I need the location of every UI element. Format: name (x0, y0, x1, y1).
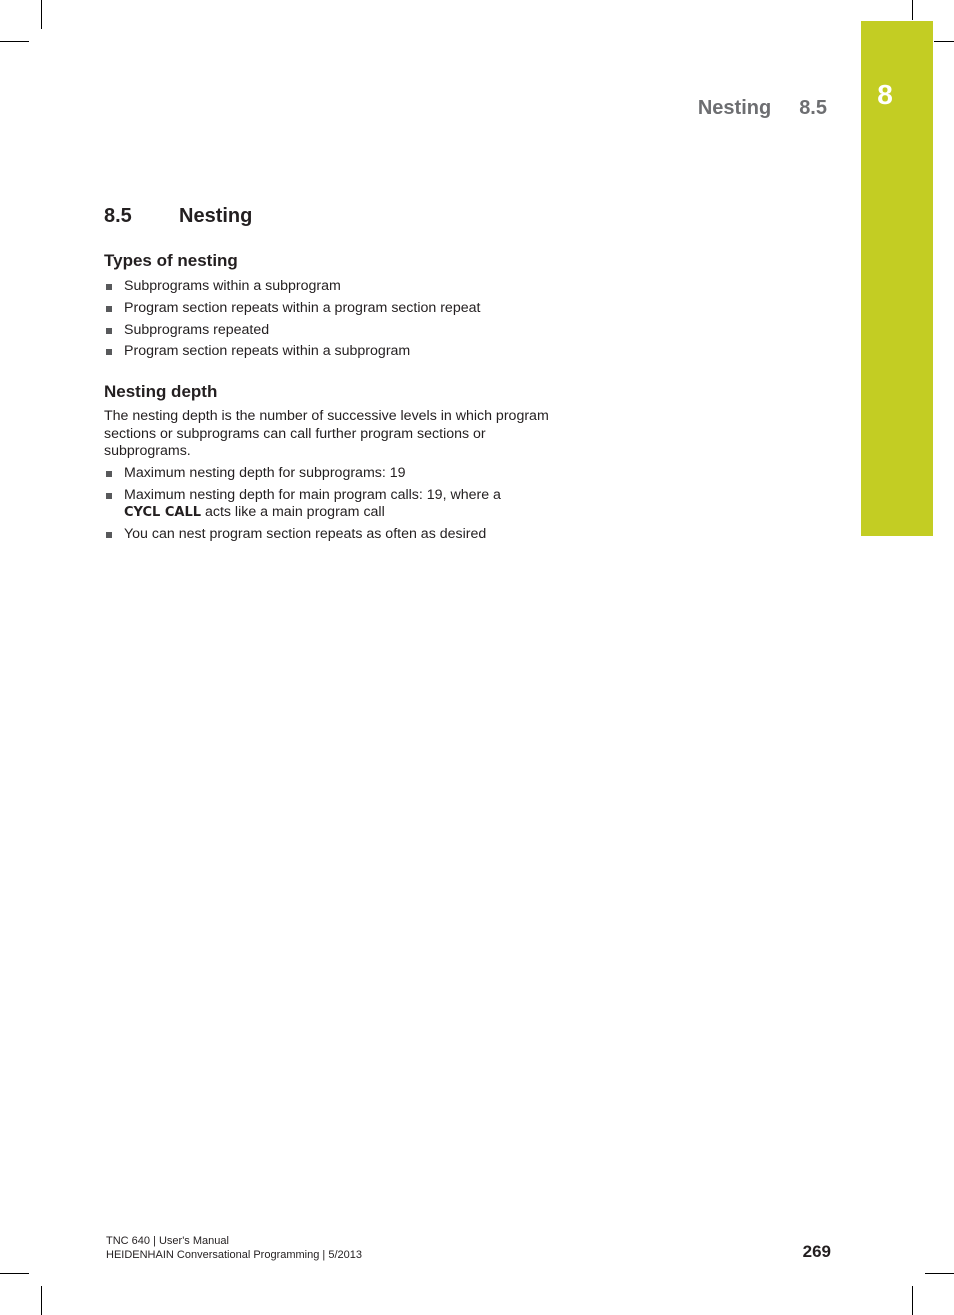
list-item: Program section repeats within a program section repeat (104, 300, 554, 318)
list-item: Maximum nesting depth for subprograms: 19 (104, 465, 554, 483)
section-number: 8.5 (104, 205, 132, 227)
crop-mark (0, 1273, 29, 1274)
running-head-number: 8.5 (799, 97, 827, 119)
list-item: Subprograms within a subprogram (104, 278, 554, 296)
nesting-depth-paragraph: The nesting depth is the number of successive levels in which program sections or subprograms can call further program sections or subprograms. (104, 408, 549, 459)
list-item: You can nest program section repeats as often as desired (104, 526, 554, 544)
bullet-icon (106, 349, 112, 355)
bullet-icon (106, 328, 112, 334)
section-heading (104, 205, 253, 228)
nesting-depth-list (104, 465, 554, 548)
bullet-icon (106, 284, 112, 290)
footer-line-1: TNC 640 | User's Manual (106, 1235, 229, 1247)
types-of-nesting-heading: Types of nesting (104, 251, 238, 270)
section-title: Nesting (179, 205, 253, 227)
bullet-icon (106, 306, 112, 312)
crop-mark (912, 0, 913, 20)
list-item: Subprograms repeated (104, 322, 554, 340)
crop-mark (41, 0, 42, 29)
running-head (698, 97, 827, 120)
footer (106, 1235, 362, 1262)
list-item: Maximum nesting depth for main program calls: 19, where a CYCL CALL acts like a main program call (104, 487, 554, 522)
page-number: 269 (802, 1242, 831, 1261)
bullet-icon (106, 493, 112, 499)
types-of-nesting-list (104, 278, 554, 365)
crop-mark (0, 41, 29, 42)
code-keyword: CYCL CALL (124, 505, 202, 521)
chapter-number: 8 (877, 79, 893, 110)
running-head-title: Nesting (697, 97, 772, 119)
list-item: Program section repeats within a subprogram (104, 343, 554, 361)
crop-mark (925, 1273, 954, 1274)
crop-mark (912, 1286, 913, 1315)
bullet-icon (106, 532, 112, 538)
chapter-tab (861, 21, 933, 536)
nesting-depth-heading: Nesting depth (104, 382, 218, 401)
bullet-icon (106, 471, 112, 477)
crop-mark (41, 1286, 42, 1315)
crop-mark (934, 41, 954, 42)
footer-line-2: HEIDENHAIN Conversational Programming | 5/2013 (106, 1248, 362, 1261)
